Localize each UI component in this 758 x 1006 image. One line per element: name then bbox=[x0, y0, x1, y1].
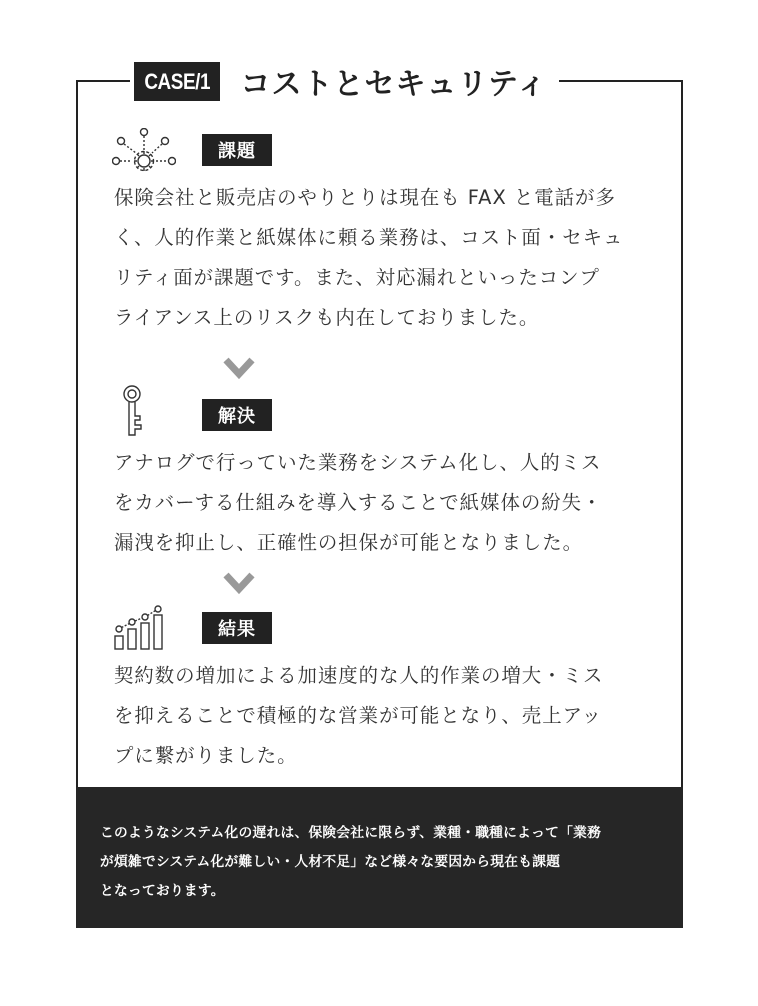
case-header bbox=[130, 56, 559, 106]
section-solution bbox=[112, 395, 652, 563]
issue-text: 保険会社と販売店のやりとりは現在も FAX と電話が多 く、人的作業と紙媒体に頼る業務は、コスト面・セキュ リティ面が課題です。また、対応漏れといったコンプ ライアンス上のリスクも内在しておりました。 bbox=[114, 186, 624, 329]
key-icon bbox=[112, 390, 178, 440]
chevron-down-icon bbox=[222, 356, 256, 380]
result-text: 契約数の増加による加速度的な人的作業の増大・ミス を抑えることで積極的な営業が可能となり、売上アッ プに繋がりました。 bbox=[114, 664, 604, 767]
case-title: コストとセキュリティ bbox=[240, 67, 548, 102]
result-badge: 結果 bbox=[202, 612, 272, 644]
footer-note: このようなシステム化の遅れは、保険会社に限らず、業種・職種によって「業務 が煩雑でシステム化が難しい・人材不足」など様々な要因から現在も課題 となっております。 bbox=[76, 787, 683, 928]
chevron-down-icon bbox=[222, 571, 256, 595]
case-number-label: CASE/1 bbox=[134, 62, 220, 101]
solution-badge: 解決 bbox=[202, 399, 272, 431]
network-gear-icon bbox=[112, 125, 178, 175]
growth-chart-icon bbox=[112, 603, 178, 653]
solution-text: アナログで行っていた業務をシステム化し、人的ミス をカバーする仕組みを導入することで紙媒体の紛失・ 漏洩を抑止し、正確性の担保が可能となりました。 bbox=[114, 451, 603, 554]
section-result bbox=[112, 608, 652, 776]
section-issue bbox=[112, 130, 652, 338]
issue-badge: 課題 bbox=[202, 134, 272, 166]
